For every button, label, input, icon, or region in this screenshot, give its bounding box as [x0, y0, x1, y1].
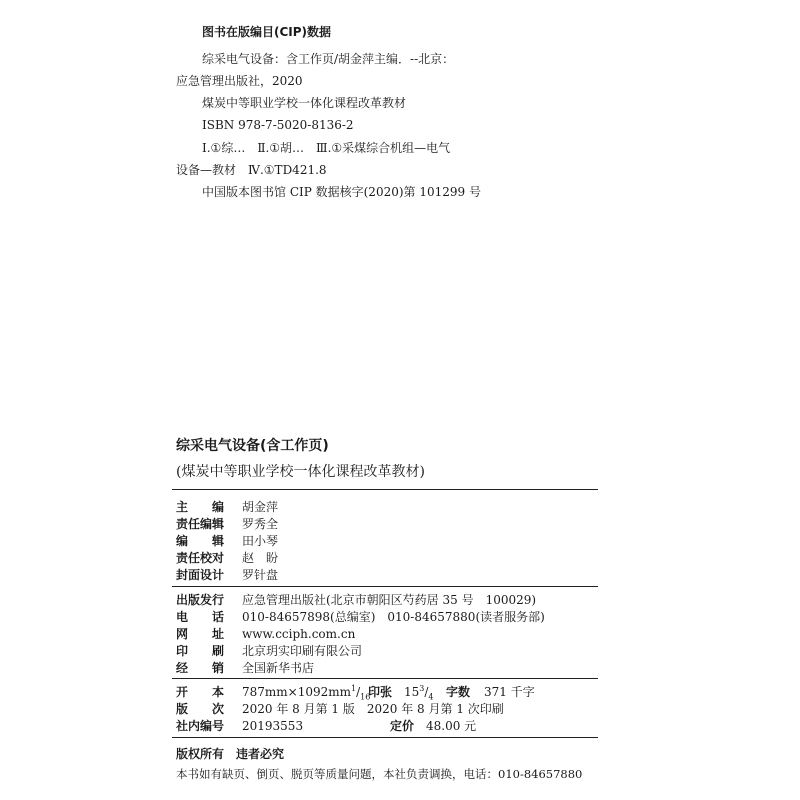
cip-line-series: 煤炭中等职业学校一体化课程改革教材	[202, 96, 407, 110]
quality-notice: 本书如有缺页、倒页、脱页等质量问题，本社负责调换，电话：010-84657880	[176, 767, 583, 781]
credit-label: 责任校对	[176, 551, 225, 565]
cip-line-classification-cont: 设备—教材 Ⅳ.①TD421.8	[176, 163, 327, 177]
sheets-value	[404, 684, 434, 700]
sheets-fraction-num: 3	[419, 684, 425, 693]
credit-value: 田小琴	[242, 534, 279, 548]
cip-heading: 图书在版编目(CIP)数据	[202, 25, 332, 39]
format-fraction-num: 1	[351, 684, 357, 693]
credit-value: 胡金萍	[242, 500, 279, 514]
cip-line-publisher: 应急管理出版社，2020	[176, 74, 303, 88]
publish-label: 电 话	[176, 610, 225, 624]
book-title: 综采电气设备(含工作页)	[176, 438, 329, 454]
credit-label: 主 编	[176, 500, 225, 514]
credit-value: 罗针盘	[242, 568, 279, 582]
format-fraction-sep: /	[356, 685, 361, 699]
credit-label: 封面设计	[176, 568, 225, 582]
cip-line-record: 中国版本图书馆 CIP 数据核字(2020)第 101299 号	[202, 185, 481, 199]
publish-label: 网 址	[176, 627, 225, 641]
credit-label: 编 辑	[176, 534, 225, 548]
code-value: 20193553	[242, 719, 304, 733]
publish-label: 出版发行	[176, 593, 225, 607]
sheets-main: 15	[404, 685, 420, 699]
credit-value: 罗秀全	[242, 517, 279, 531]
format-main: 787mm×1092mm	[242, 685, 352, 699]
sheets-fraction-den: 4	[428, 692, 434, 702]
publish-value: 全国新华书店	[242, 661, 315, 675]
cip-line-isbn: ISBN 978-7-5020-8136-2	[202, 118, 354, 132]
price-label: 定价	[390, 719, 415, 733]
divider-credits	[172, 586, 598, 587]
sheets-label: 印张	[368, 685, 393, 699]
divider-specs	[172, 737, 598, 738]
code-label: 社内编号	[176, 719, 225, 733]
credit-value: 赵 盼	[242, 551, 279, 565]
publish-label: 经 销	[176, 661, 225, 675]
copyright-label: 版权所有 违者必究	[176, 747, 285, 761]
format-fraction-den: 16	[360, 692, 371, 702]
words-value: 371 千字	[484, 685, 535, 699]
format-value	[242, 684, 370, 700]
sheets-fraction-sep: /	[424, 685, 429, 699]
edition-value: 2020 年 8 月第 1 版 2020 年 8 月第 1 次印刷	[242, 702, 504, 716]
divider-top	[172, 489, 598, 490]
cip-line-classification: Ⅰ.①综… Ⅱ.①胡… Ⅲ.①采煤综合机组—电气	[202, 141, 451, 155]
book-series: (煤炭中等职业学校一体化课程改革教材)	[176, 464, 425, 480]
credit-label: 责任编辑	[176, 517, 225, 531]
publish-label: 印 刷	[176, 644, 225, 658]
price-value: 48.00 元	[426, 719, 477, 733]
edition-label: 版 次	[176, 702, 225, 716]
publish-value: 010-84657898(总编室) 010-84657880(读者服务部)	[242, 610, 545, 624]
publish-value: www.cciph.com.cn	[242, 627, 356, 641]
divider-publish	[172, 678, 598, 679]
format-label: 开 本	[176, 685, 225, 699]
publish-value: 应急管理出版社(北京市朝阳区芍药居 35 号 100029)	[242, 593, 537, 607]
cip-line-title: 综采电气设备：含工作页/胡金萍主编．--北京：	[202, 52, 455, 66]
publish-value: 北京玥实印刷有限公司	[242, 644, 363, 658]
words-label: 字数	[446, 685, 471, 699]
